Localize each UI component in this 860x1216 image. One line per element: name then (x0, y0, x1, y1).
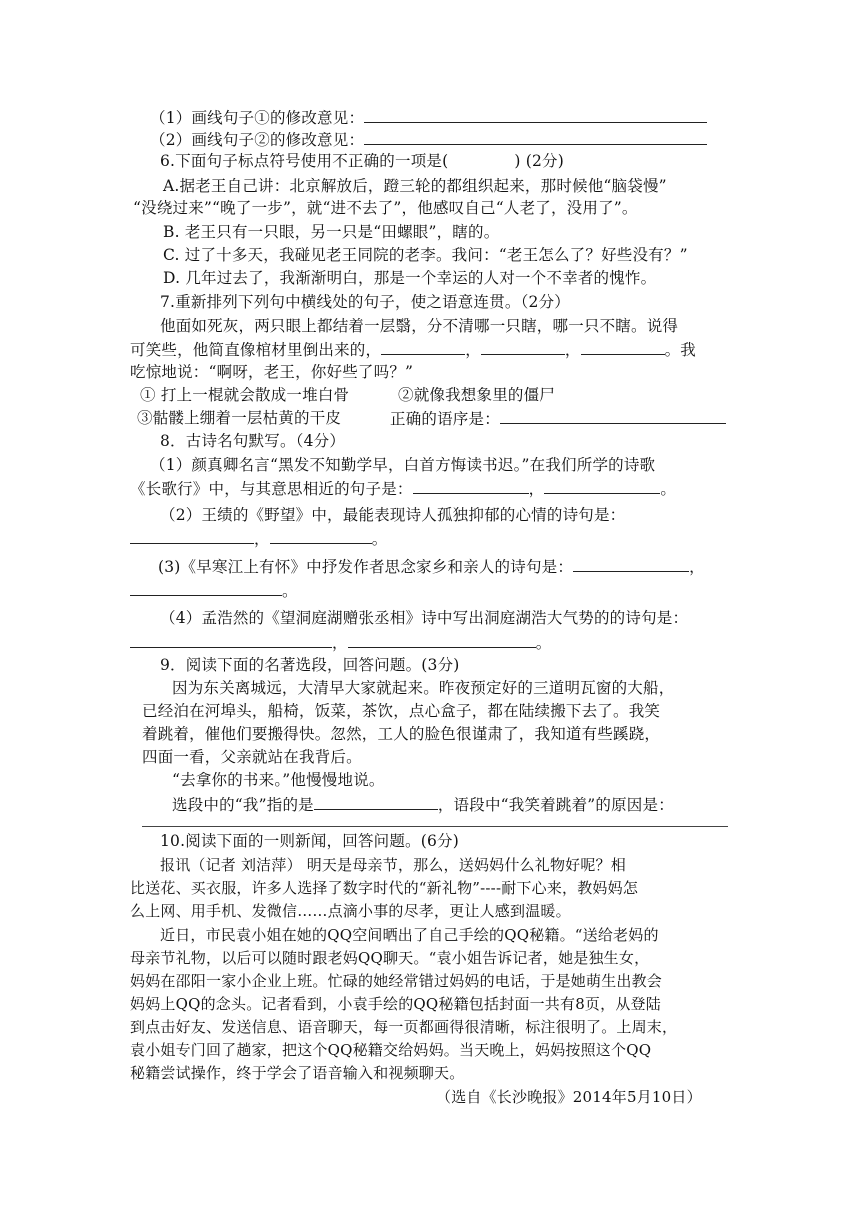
news-line-7: 妈妈上QQ的念头。记者看到，小袁手绘的QQ秘籍包括封面一共有8页，从登陆 (130, 995, 661, 1013)
q7-choice-1: ① 打上一棍就会散成一堆白骨 (140, 386, 350, 404)
answer-blank[interactable] (573, 556, 689, 572)
q8-item-2-answer: ， 。 (130, 528, 387, 549)
q5-line-1: （1）画线句子①的修改意见： (150, 107, 707, 128)
q9-passage-1: 因为东关离城远，大清早大家就起来。昨夜预定好的三道明瓦窗的大船， (172, 679, 675, 697)
q6-option-c: C. 过了十多天，我碰见老王同院的老李。我问：“老王怎么了？好些没有？” (163, 246, 688, 264)
answer-blank[interactable] (381, 339, 465, 355)
news-line-3: 么上网、用手机、发微信……点滴小事的尽孝，更让人感到温暖。 (130, 902, 571, 920)
q8-item-2: （2）王绩的《野望》中，最能表现诗人孤独抑郁的心情的诗句是： (160, 506, 626, 524)
news-line-4: 近日，市民袁小姐在她的QQ空间晒出了自己手绘的QQ秘籍。“送给老妈的 (160, 926, 659, 944)
q6-prompt: 6.下面句子标点符号使用不正确的一项是( ) (2分) (160, 152, 564, 170)
answer-blank[interactable] (314, 794, 438, 810)
answer-blank[interactable] (500, 408, 726, 424)
q8-item-3-answer: 。 (130, 580, 298, 601)
news-line-2: 比送花、买衣服，许多人选择了数字时代的“新礼物”----耐下心来，教妈妈怎 (130, 879, 639, 897)
news-source: （选自《长沙晚报》2014年5月10日） (436, 1088, 702, 1106)
answer-blank[interactable] (130, 632, 332, 648)
q7-passage-1: 他面如死灰，两只眼上都结着一层翳，分不清哪一只瞎，哪一只不瞎。说得 (160, 317, 679, 335)
answer-blank[interactable] (581, 339, 665, 355)
answer-blank[interactable] (413, 478, 529, 494)
q8-item-3: (3)《早寒江上有怀》中抒发作者思念家乡和亲人的诗句是： ， (158, 558, 705, 576)
q9-passage-4: 四面一看，父亲就站在我背后。 (142, 748, 362, 766)
q6-option-d: D. 几年过去了，我渐渐明白，那是一个幸运的人对一个不幸者的愧怍。 (163, 269, 657, 287)
q7-order-answer: 正确的语序是： (390, 408, 726, 429)
q9-passage-5: “去拿你的书来。”他慢慢地说。 (172, 771, 385, 789)
q9-prompt: 9．阅读下面的名著选段，回答问题。(3分) (160, 656, 460, 674)
q7-prompt: 7.重新排列下列句中横线处的句子，使之语意连贯。（2分） (160, 293, 571, 311)
answer-blank[interactable] (270, 528, 372, 544)
answer-blank[interactable] (130, 528, 254, 544)
q8-item-4: （4）孟浩然的《望洞庭湖赠张丞相》诗中写出洞庭湖浩大气势的的诗句是： (160, 609, 689, 627)
q6-option-a-cont: “没绕过来”“晚了一步”，就“进不去了”，他感叹自己“人老了，没用了”。 (133, 199, 638, 217)
answer-blank[interactable] (481, 339, 565, 355)
q7-passage-2: 可笑些，他简直像棺材里倒出来的， ， ， 。我 (130, 341, 697, 359)
answer-blank[interactable] (364, 129, 707, 145)
q7-choice-2: ②就像我想象里的僵尸 (398, 386, 556, 404)
q8-item-4-answer: ， 。 (130, 632, 551, 653)
news-line-10: 秘籍尝试操作，终于学会了语音输入和视频聊天。 (130, 1064, 465, 1082)
q8-item-1: （1）颜真卿名言“黑发不知勤学早，白首方悔读书迟。”在我们所学的诗歌 (150, 456, 656, 474)
news-line-1: 报讯（记者 刘洁萍） 明天是母亲节，那么，送妈妈什么礼物好呢？相 (160, 856, 626, 874)
q5-line-2: （2）画线句子②的修改意见： (150, 129, 707, 150)
q9-passage-2: 已经泊在河埠头，船椅，饭菜，茶饮，点心盒子，都在陆续搬下去了。我笑 (142, 702, 661, 720)
q6-option-a: A.据老王自己讲：北京解放后，蹬三轮的都组织起来，那时候他“脑袋慢” (163, 177, 667, 195)
answer-blank[interactable] (544, 478, 660, 494)
news-line-9: 袁小姐专门回了趟家，把这个QQ秘籍交给妈妈。当天晚上，妈妈按照这个QQ (130, 1041, 652, 1059)
q7-passage-3: 吃惊地说：“啊呀，老王，你好些了吗？” (130, 363, 414, 381)
news-line-5: 母亲节礼物，以后可以随时跟老妈QQ聊天。“袁小姐告诉记者，她是独生女， (130, 949, 650, 967)
q6-option-b: B. 老王只有一只眼，另一只是“田螺眼”，瞎的。 (163, 223, 500, 241)
q9-passage-3: 着跳着，催他们要搬得快。忽然，工人的脸色很谨肃了，我知道有些蹊跷， (142, 725, 661, 743)
answer-blank[interactable] (348, 632, 536, 648)
q9-question: 选段中的“我”指的是 ，语段中“我笑着跳着”的原因是： (172, 796, 674, 814)
q7-choice-3: ③骷髅上绷着一层枯黄的干皮 (137, 409, 342, 427)
news-line-8: 到点击好友、发送信息、语音聊天，每一页都画得很清晰，标注很明了。上周末， (130, 1018, 678, 1036)
answer-blank[interactable] (130, 580, 282, 596)
q10-prompt: 10.阅读下面的一则新闻，回答问题。(6分) (160, 832, 460, 850)
news-line-6: 妈妈在邵阳一家小企业上班。忙碌的她经常错过妈妈的电话，于是她萌生出教会 (130, 972, 663, 990)
q8-item-1-answer: 《长歌行》中，与其意思相近的句子是： ， 。 (130, 480, 677, 498)
answer-line[interactable] (142, 826, 728, 827)
answer-blank[interactable] (364, 107, 707, 123)
q8-prompt: 8．古诗名句默写。（4分） (160, 432, 346, 450)
